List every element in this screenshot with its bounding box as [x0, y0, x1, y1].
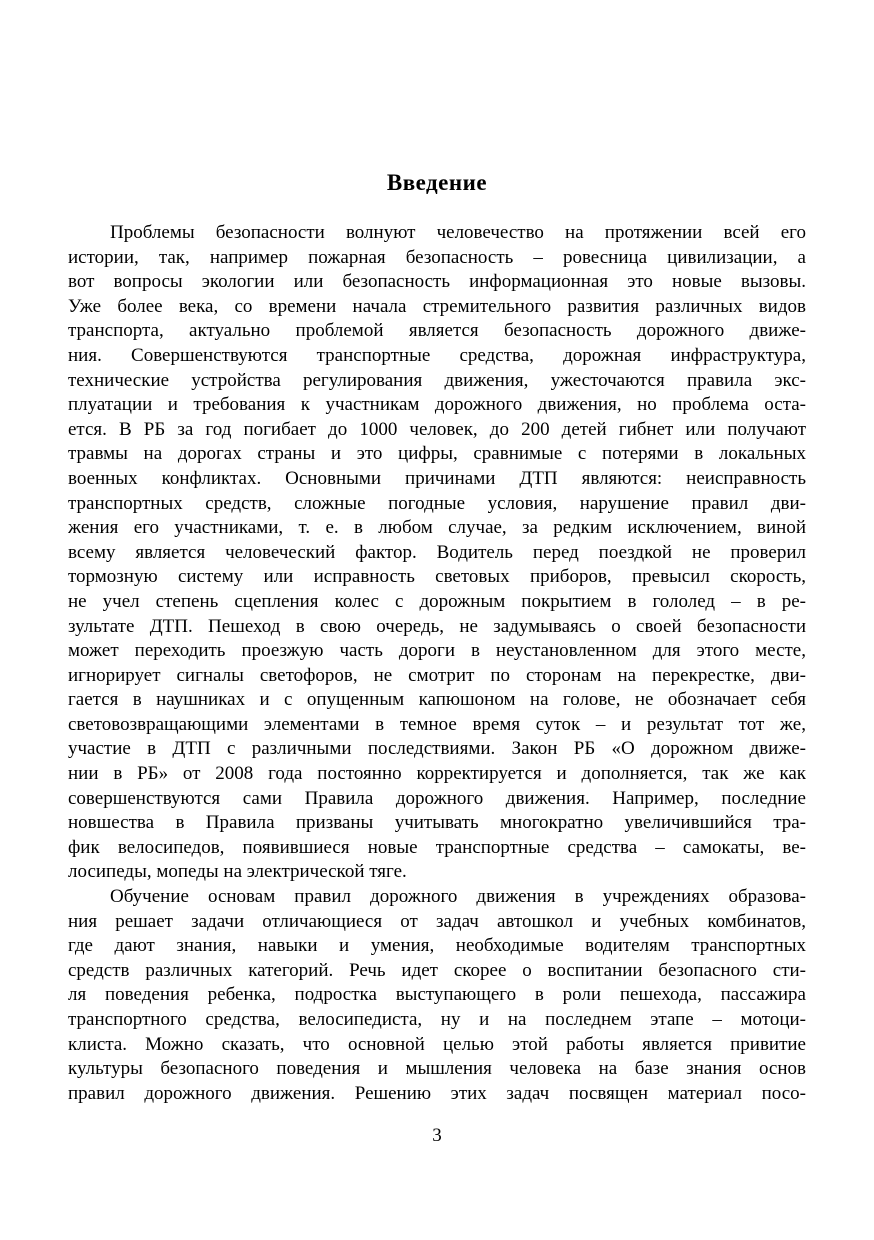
paragraph: [68, 885, 806, 1106]
text-line: истории, так, например пожарная безопасность – ровесница цивилизации, а: [68, 246, 806, 268]
text-line: ется. В РБ за год погибает до 1000 человек, до 200 детей гибнет или получают: [68, 418, 806, 440]
text-line: средств различных категорий. Речь идет скорее о воспитании безопасного сти-: [68, 959, 806, 981]
text-line: Уже более века, со времени начала стремительного развития различных видов: [68, 295, 806, 317]
text-line: вот вопросы экологии или безопасность информационная это новые вызовы.: [68, 271, 806, 293]
text-line: тормозную систему или исправность световых приборов, превысил скорость,: [68, 566, 806, 588]
page-title: Введение: [386, 170, 488, 195]
text-line: игнорирует сигналы светофоров, не смотрит по сторонам на перекрестке, дви-: [68, 664, 806, 686]
text-line: правил дорожного движения. Решению этих задач посвящен материал посо-: [68, 1082, 806, 1104]
text-line: новшества в Правила призваны учитывать многократно увеличившийся тра-: [68, 812, 806, 834]
text-line: участие в ДТП с различными последствиями. Закон РБ «О дорожном движе-: [68, 738, 806, 760]
text-line: лосипеды, мопеды на электрической тяге.: [68, 861, 407, 883]
text-line: фик велосипедов, появившиеся новые транспортные средства – самокаты, ве-: [68, 836, 806, 858]
page-number: 3: [432, 1125, 442, 1146]
text-line: не учел степень сцепления колес с дорожным покрытием в гололед – в ре-: [68, 590, 806, 612]
text-line: транспортного средства, велосипедиста, ну и на последнем этапе – мотоци-: [68, 1009, 806, 1030]
text-line: световозвращающими элементами в темное время суток – и результат тот же,: [68, 713, 806, 735]
text-line: нии в РБ» от 2008 года постоянно корректируется и дополняется, так же как: [68, 763, 806, 785]
body-text: [68, 221, 806, 1106]
text-line: жения его участниками, т. е. в любом случае, за редким исключением, виной: [68, 517, 806, 539]
text-line: ля поведения ребенка, подростка выступающего в роли пешехода, пассажира: [68, 984, 806, 1006]
text-line: ния. Совершенствуются транспортные средства, дорожная инфраструктура,: [68, 344, 806, 366]
text-line: может переходить проезжую часть дороги в неустановленном для этого месте,: [68, 640, 806, 662]
text-line: культуры безопасного поведения и мышления человека на базе знания основ: [68, 1058, 806, 1080]
text-line: военных конфликтах. Основными причинами ДТП являются: неисправность: [68, 467, 806, 489]
text-line: Проблемы безопасности волнуют человечество на протяжении всей его: [110, 222, 806, 243]
text-line: плуатации и требования к участникам дорожного движения, но проблема оста-: [68, 394, 806, 416]
text-line: клиста. Можно сказать, что основной целью этой работы является привитие: [68, 1033, 806, 1055]
text-line: технические устройства регулирования движения, ужесточаются правила экс-: [68, 369, 806, 391]
text-line: травмы на дорогах страны и это цифры, сравнимые с потерями в локальных: [68, 443, 806, 465]
text-line: ния решает задачи отличающиеся от задач автошкол и учебных комбинатов,: [68, 910, 806, 932]
text-line: транспортных средств, сложные погодные условия, нарушение правил дви-: [68, 492, 806, 514]
paragraph: [68, 221, 806, 885]
text-line: гается в наушниках и с опущенным капюшоном на голове, не обозначает себя: [68, 689, 806, 711]
text-line: всему является человеческий фактор. Водитель перед поездкой не проверил: [68, 541, 806, 563]
text-line: совершенствуются сами Правила дорожного движения. Например, последние: [68, 787, 806, 809]
text-line: зультате ДТП. Пешеход в свою очередь, не задумываясь о своей безопасности: [68, 615, 806, 637]
text-line: Обучение основам правил дорожного движения в учреждениях образова-: [110, 886, 806, 908]
text-line: транспорта, актуально проблемой является безопасность дорожного движе-: [68, 320, 806, 342]
text-line: где дают знания, навыки и умения, необходимые водителям транспортных: [68, 935, 806, 957]
